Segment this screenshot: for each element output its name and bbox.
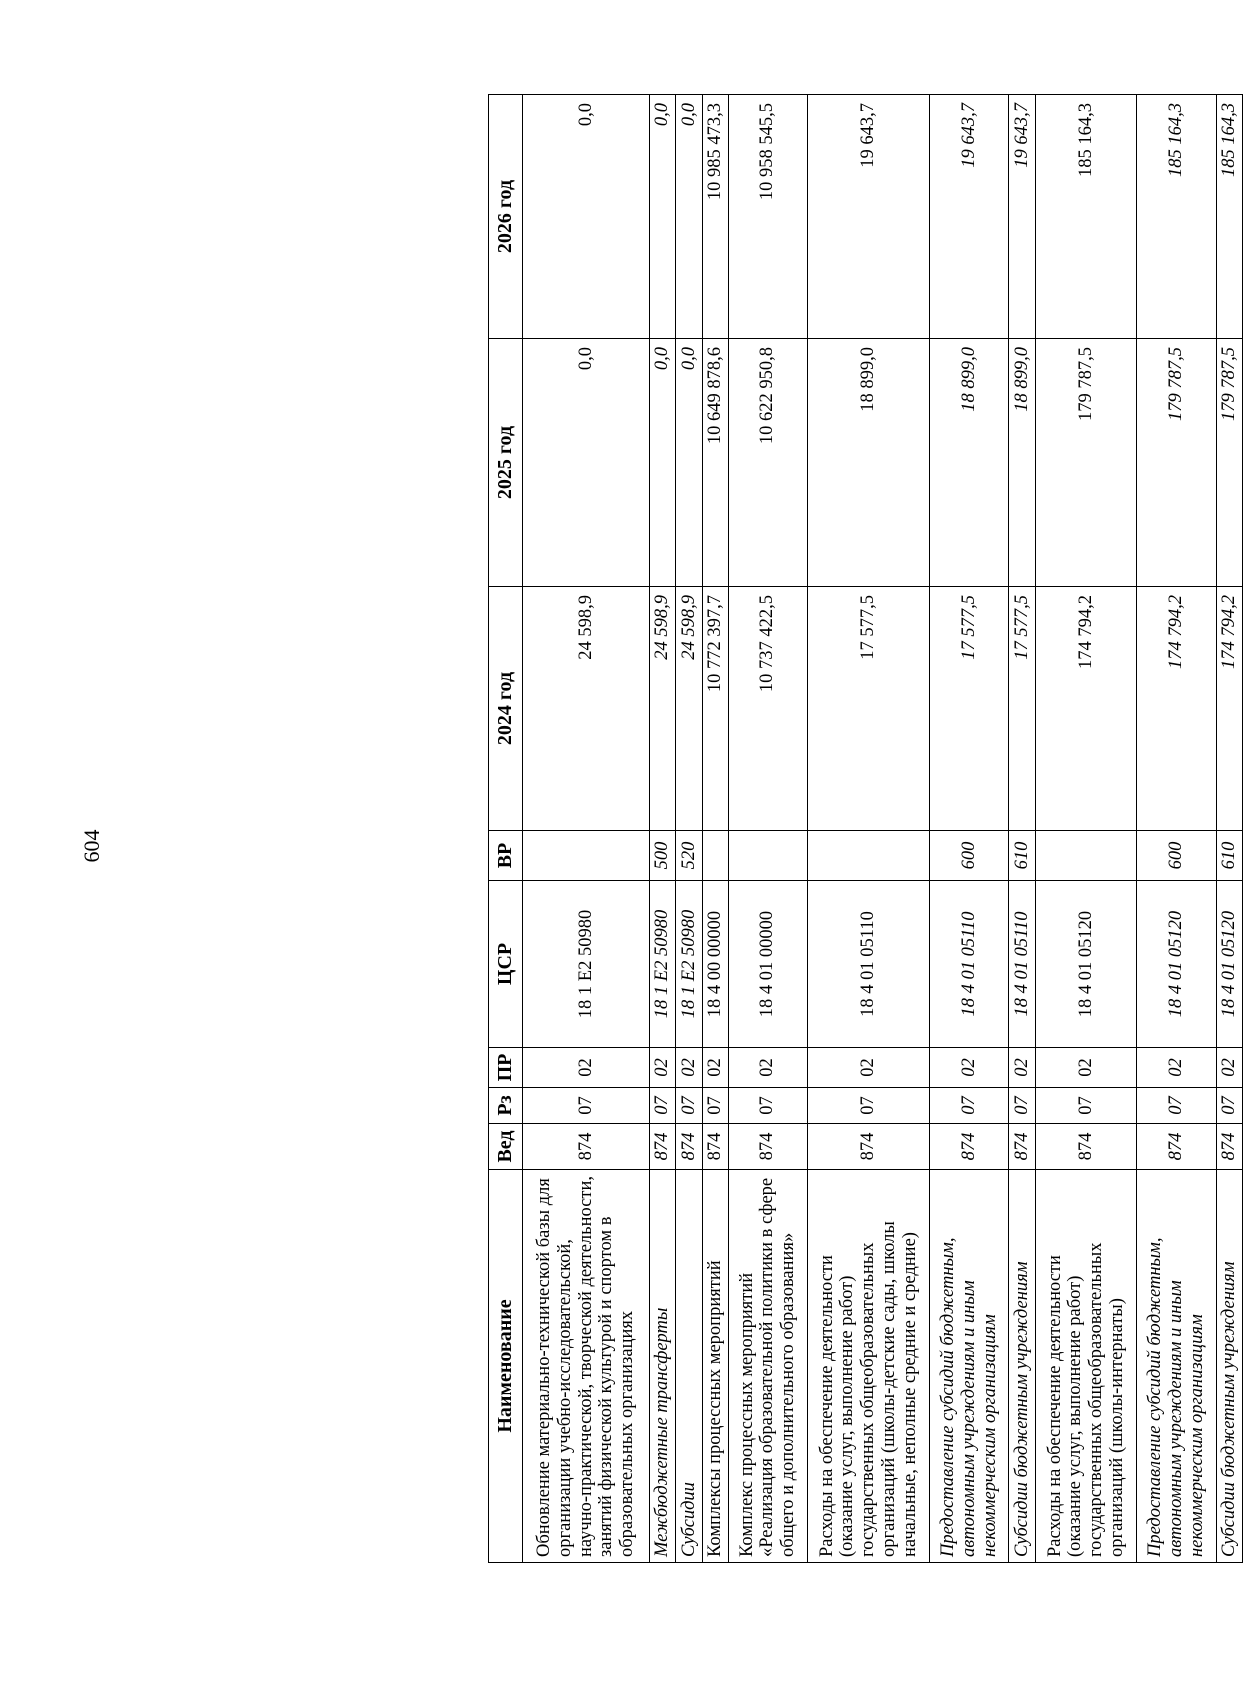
cell-csr: 18 4 01 05120 bbox=[1137, 881, 1216, 1048]
cell-y2025: 0,0 bbox=[650, 339, 676, 587]
cell-vr: 600 bbox=[1137, 831, 1216, 881]
cell-vr: 610 bbox=[1216, 831, 1242, 881]
table-row bbox=[676, 95, 702, 1563]
cell-vr bbox=[1035, 831, 1137, 881]
cell-y2026: 19 643,7 bbox=[808, 95, 930, 339]
cell-name: Межбюджетные трансферты bbox=[650, 1170, 676, 1563]
cell-y2024: 10 772 397,7 bbox=[702, 587, 728, 831]
cell-csr: 18 1 Е2 50980 bbox=[650, 881, 676, 1048]
cell-pr: 02 bbox=[1216, 1048, 1242, 1088]
cell-csr: 18 4 01 05110 bbox=[808, 881, 930, 1048]
cell-csr: 18 1 Е2 50980 bbox=[676, 881, 702, 1048]
cell-y2024: 174 794,2 bbox=[1035, 587, 1137, 831]
cell-vr: 520 bbox=[676, 831, 702, 881]
table-row bbox=[1137, 95, 1216, 1563]
cell-ved: 874 bbox=[523, 1124, 650, 1170]
cell-pr: 02 bbox=[523, 1048, 650, 1088]
cell-y2025: 0,0 bbox=[676, 339, 702, 587]
cell-csr: 18 4 01 05110 bbox=[930, 881, 1009, 1048]
cell-y2024: 24 598,9 bbox=[523, 587, 650, 831]
table-row bbox=[808, 95, 930, 1563]
cell-y2024: 174 794,2 bbox=[1137, 587, 1216, 831]
cell-rz: 07 bbox=[728, 1088, 807, 1124]
cell-pr: 02 bbox=[1009, 1048, 1035, 1088]
cell-y2026: 185 164,3 bbox=[1035, 95, 1137, 339]
cell-y2024: 17 577,5 bbox=[930, 587, 1009, 831]
cell-pr: 02 bbox=[650, 1048, 676, 1088]
header-vr: ВР bbox=[489, 831, 523, 881]
cell-y2024: 17 577,5 bbox=[808, 587, 930, 831]
cell-csr: 18 4 01 05120 bbox=[1216, 881, 1242, 1048]
cell-vr: 600 bbox=[930, 831, 1009, 881]
header-ved: Вед bbox=[489, 1124, 523, 1170]
cell-csr: 18 4 00 00000 bbox=[702, 881, 728, 1048]
cell-rz: 07 bbox=[650, 1088, 676, 1124]
cell-name: Предоставление субсидий бюджетным, автономным учреждениям и иным некоммерческим организациям bbox=[930, 1170, 1009, 1563]
cell-rz: 07 bbox=[676, 1088, 702, 1124]
cell-y2024: 10 737 422,5 bbox=[728, 587, 807, 831]
cell-y2026: 19 643,7 bbox=[930, 95, 1009, 339]
table-row bbox=[930, 95, 1009, 1563]
cell-name: Предоставление субсидий бюджетным, автономным учреждениям и иным некоммерческим организациям bbox=[1137, 1170, 1216, 1563]
table-row bbox=[1009, 95, 1035, 1563]
cell-ved: 874 bbox=[1137, 1124, 1216, 1170]
cell-vr bbox=[523, 831, 650, 881]
table-row bbox=[650, 95, 676, 1563]
cell-y2026: 185 164,3 bbox=[1216, 95, 1242, 339]
cell-y2025: 179 787,5 bbox=[1035, 339, 1137, 587]
cell-pr: 02 bbox=[1137, 1048, 1216, 1088]
cell-rz: 07 bbox=[702, 1088, 728, 1124]
cell-name: Субсидии бюджетным учреждениям bbox=[1009, 1170, 1035, 1563]
table-row bbox=[523, 95, 650, 1563]
cell-y2024: 17 577,5 bbox=[1009, 587, 1035, 831]
cell-name: Комплексы процессных мероприятий bbox=[702, 1170, 728, 1563]
cell-ved: 874 bbox=[808, 1124, 930, 1170]
cell-pr: 02 bbox=[728, 1048, 807, 1088]
table-row bbox=[702, 95, 728, 1563]
cell-ved: 874 bbox=[650, 1124, 676, 1170]
cell-y2026: 19 643,7 bbox=[1009, 95, 1035, 339]
cell-name: Расходы на обеспечение деятельности (оказание услуг, выполнение работ) государственных общеобразовательных организаций (школы-интернаты) bbox=[1035, 1170, 1137, 1563]
cell-vr: 610 bbox=[1009, 831, 1035, 881]
cell-y2025: 179 787,5 bbox=[1137, 339, 1216, 587]
cell-name: Субсидии бюджетным учреждениям bbox=[1216, 1170, 1242, 1563]
cell-csr: 18 1 Е2 50980 bbox=[523, 881, 650, 1048]
table-row bbox=[728, 95, 807, 1563]
cell-ved: 874 bbox=[1009, 1124, 1035, 1170]
cell-rz: 07 bbox=[930, 1088, 1009, 1124]
cell-y2025: 18 899,0 bbox=[1009, 339, 1035, 587]
cell-y2026: 185 164,3 bbox=[1137, 95, 1216, 339]
cell-y2026: 0,0 bbox=[523, 95, 650, 339]
cell-y2025: 179 787,5 bbox=[1216, 339, 1242, 587]
cell-y2025: 18 899,0 bbox=[808, 339, 930, 587]
table-row bbox=[1216, 95, 1242, 1563]
cell-y2025: 10 622 950,8 bbox=[728, 339, 807, 587]
header-name: Наименование bbox=[489, 1170, 523, 1563]
cell-rz: 07 bbox=[523, 1088, 650, 1124]
header-2024: 2024 год bbox=[489, 587, 523, 831]
header-pr: ПР bbox=[489, 1048, 523, 1088]
header-2026: 2026 год bbox=[489, 95, 523, 339]
cell-vr: 500 bbox=[650, 831, 676, 881]
cell-y2025: 10 649 878,6 bbox=[702, 339, 728, 587]
cell-ved: 874 bbox=[1035, 1124, 1137, 1170]
cell-name: Комплекс процессных мероприятий «Реализация образовательной политики в сфере общего и дополнительного образования» bbox=[728, 1170, 807, 1563]
page-number: 604 bbox=[79, 829, 104, 863]
cell-csr: 18 4 01 05120 bbox=[1035, 881, 1137, 1048]
table-row bbox=[1035, 95, 1137, 1563]
cell-y2024: 24 598,9 bbox=[650, 587, 676, 831]
cell-pr: 02 bbox=[808, 1048, 930, 1088]
header-2025: 2025 год bbox=[489, 339, 523, 587]
budget-table bbox=[488, 94, 1243, 1563]
cell-pr: 02 bbox=[930, 1048, 1009, 1088]
cell-y2026: 10 958 545,5 bbox=[728, 95, 807, 339]
cell-rz: 07 bbox=[1009, 1088, 1035, 1124]
cell-rz: 07 bbox=[1216, 1088, 1242, 1124]
cell-pr: 02 bbox=[1035, 1048, 1137, 1088]
cell-y2026: 0,0 bbox=[650, 95, 676, 339]
cell-vr bbox=[808, 831, 930, 881]
cell-csr: 18 4 01 05110 bbox=[1009, 881, 1035, 1048]
cell-y2024: 24 598,9 bbox=[676, 587, 702, 831]
cell-rz: 07 bbox=[1137, 1088, 1216, 1124]
cell-rz: 07 bbox=[808, 1088, 930, 1124]
cell-name: Обновление материально-технической базы для организации учебно-исследовательской, научно-практической, творческой деятельности, занятий физической культурой и спортом в образовательных организациях bbox=[523, 1170, 650, 1563]
cell-y2025: 0,0 bbox=[523, 339, 650, 587]
cell-vr bbox=[702, 831, 728, 881]
cell-y2026: 10 985 473,3 bbox=[702, 95, 728, 339]
cell-pr: 02 bbox=[702, 1048, 728, 1088]
header-rz: Рз bbox=[489, 1088, 523, 1124]
cell-name: Расходы на обеспечение деятельности (оказание услуг, выполнение работ) государственных общеобразовательных организаций (школы-детские сады, школы начальные, неполные средние и средние) bbox=[808, 1170, 930, 1563]
cell-pr: 02 bbox=[676, 1048, 702, 1088]
cell-ved: 874 bbox=[930, 1124, 1009, 1170]
cell-y2026: 0,0 bbox=[676, 95, 702, 339]
cell-ved: 874 bbox=[1216, 1124, 1242, 1170]
cell-csr: 18 4 01 00000 bbox=[728, 881, 807, 1048]
cell-vr bbox=[728, 831, 807, 881]
header-csr: ЦСР bbox=[489, 881, 523, 1048]
cell-y2025: 18 899,0 bbox=[930, 339, 1009, 587]
table-header-row bbox=[489, 95, 523, 1563]
cell-y2024: 174 794,2 bbox=[1216, 587, 1242, 831]
cell-rz: 07 bbox=[1035, 1088, 1137, 1124]
cell-ved: 874 bbox=[702, 1124, 728, 1170]
budget-table-rotated bbox=[488, 95, 1243, 1563]
cell-name: Субсидии bbox=[676, 1170, 702, 1563]
cell-ved: 874 bbox=[676, 1124, 702, 1170]
cell-ved: 874 bbox=[728, 1124, 807, 1170]
